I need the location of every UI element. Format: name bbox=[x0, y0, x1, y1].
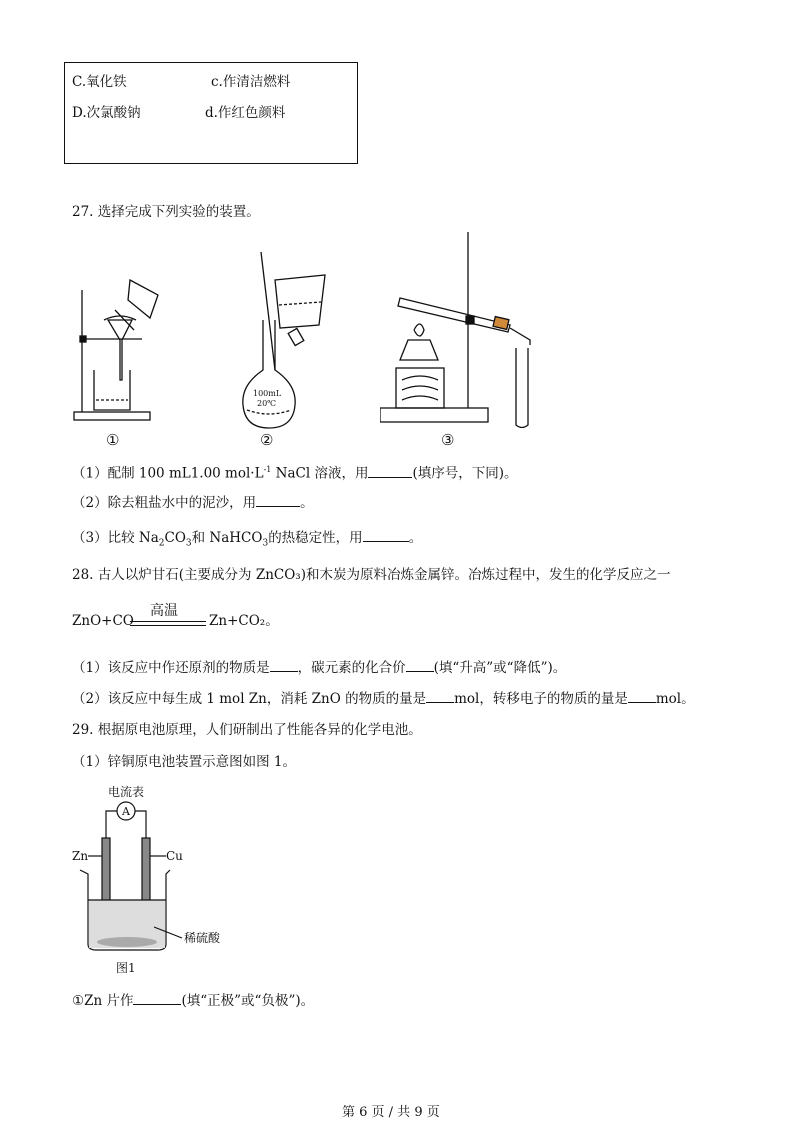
answer-blank[interactable] bbox=[406, 659, 434, 672]
equation-condition: 高温 bbox=[150, 603, 178, 619]
answer-blank[interactable] bbox=[426, 690, 454, 703]
q29-sub1: （1）锌铜原电池装置示意图如图 1。 bbox=[72, 754, 296, 770]
q27-sub2: （2）除去粗盐水中的泥沙，用 。 bbox=[72, 495, 314, 511]
q28-sub1: （1）该反应中作还原剂的物质是 ，碳元素的化合价 (填“升高”或“降低”)。 bbox=[72, 660, 567, 676]
equation-equals-sign bbox=[130, 621, 206, 626]
answer-blank[interactable] bbox=[133, 992, 181, 1005]
heating-apparatus bbox=[380, 230, 540, 428]
answer-blank[interactable] bbox=[628, 690, 656, 703]
equation-left: ZnO+CO bbox=[72, 613, 134, 629]
answer-blank[interactable] bbox=[363, 529, 409, 542]
svg-text:Zn: Zn bbox=[72, 849, 89, 863]
volumetric-flask-apparatus bbox=[235, 250, 335, 430]
svg-text:稀硫酸: 稀硫酸 bbox=[184, 931, 221, 945]
svg-text:Cu: Cu bbox=[166, 849, 183, 863]
q29-sub1-q1: ①Zn 片作 (填“正极”或“负极”)。 bbox=[72, 993, 315, 1009]
figure-label-3: ③ bbox=[441, 431, 455, 449]
svg-text:A: A bbox=[122, 805, 130, 818]
answer-blank[interactable] bbox=[256, 494, 300, 507]
figure-label-2: ② bbox=[260, 431, 274, 449]
galvanic-cell-figure bbox=[70, 782, 250, 977]
svg-text:电流表: 电流表 bbox=[108, 785, 145, 799]
q29-title: 29. 根据原电池原理，人们研制出了性能各异的化学电池。 bbox=[72, 722, 422, 738]
q28-title: 28. 古人以炉甘石(主要成分为 ZnCO₃)和木炭为原料冶炼金属锌。冶炼过程中，发生的化学反应之一 bbox=[72, 567, 671, 583]
option-d-left: D.次氯酸钠 bbox=[72, 105, 141, 121]
option-d-right: d.作红色颜料 bbox=[205, 105, 286, 121]
filtration-apparatus bbox=[70, 240, 160, 425]
q27-sub3: （3）比较 $Na_2CO_3$和 NaHCO$_3$的热稳定性，用 。 bbox=[72, 530, 423, 549]
svg-text:100mL: 100mL bbox=[253, 389, 282, 398]
equation-right: Zn+CO₂。 bbox=[209, 613, 279, 629]
answer-blank[interactable] bbox=[368, 465, 412, 478]
q27-title: 27. 选择完成下列实验的装置。 bbox=[72, 204, 260, 220]
svg-text:图1: 图1 bbox=[116, 961, 136, 975]
q28-sub2: （2）该反应中每生成 1 mol Zn，消耗 ZnO 的物质的量是 mol，转移电子的物质的量是 mol。 bbox=[72, 691, 695, 707]
answer-blank[interactable] bbox=[270, 659, 298, 672]
page-footer: 第 6 页 / 共 9 页 bbox=[342, 1105, 440, 1120]
figure-label-1: ① bbox=[106, 431, 120, 449]
svg-text:20℃: 20℃ bbox=[257, 399, 277, 408]
option-c-right: c.作清洁燃料 bbox=[211, 74, 291, 90]
q27-sub1: （1）配制 100 mL1.00 $mol\cdot L^{-1}$ NaCl 溶液，用 (填序号，下同)。 bbox=[72, 465, 518, 482]
option-c-left: C.氧化铁 bbox=[72, 74, 127, 90]
